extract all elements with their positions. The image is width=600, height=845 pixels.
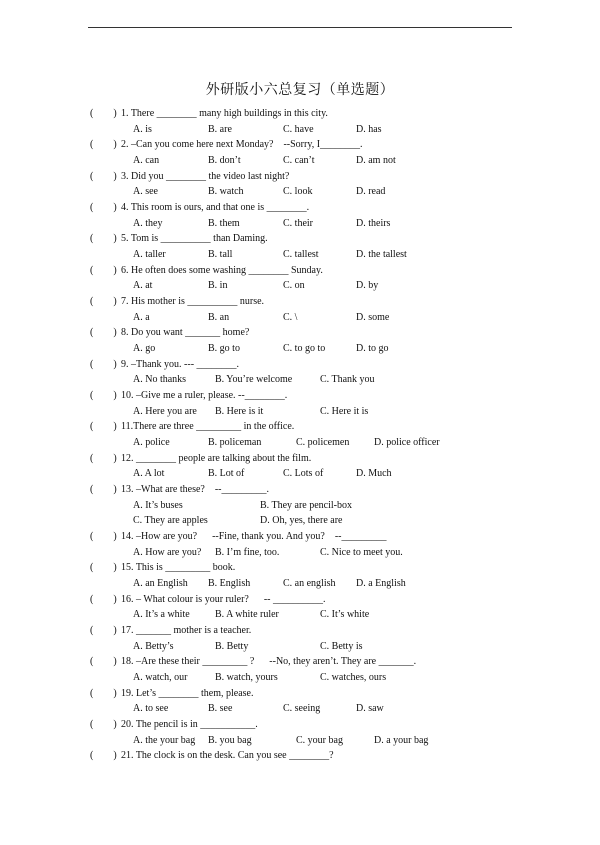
- option-a: A. at: [133, 280, 153, 292]
- option-b: D. Oh, yes, there are: [260, 515, 343, 527]
- question-7: [0, 294, 600, 325]
- option-c: C. your bag: [296, 734, 343, 746]
- option-a: A. Here you are: [133, 405, 197, 417]
- question-3: [0, 169, 600, 200]
- option-b: B. You’re welcome: [215, 374, 293, 386]
- question-stem: 5. Tom is __________ than Daming.: [121, 233, 268, 245]
- option-a: A. police: [133, 437, 170, 449]
- answer-blank: ( ): [90, 108, 117, 119]
- option-c: C. watches, ours: [320, 672, 387, 684]
- option-row: [0, 733, 600, 749]
- option-row: [0, 184, 600, 200]
- option-b: B. in: [208, 280, 228, 292]
- question-stem: 15. This is _________ book.: [121, 562, 236, 574]
- option-a: A. How are you?: [133, 546, 202, 558]
- option-a: A. taller: [133, 248, 166, 260]
- answer-blank: ( ): [90, 531, 117, 543]
- question-8: [0, 325, 600, 356]
- option-b: B. policeman: [208, 437, 262, 449]
- option-d: D. am not: [356, 154, 396, 166]
- question-stem: 18. –Are these their _________ ? --No, they aren’t. They are _______.: [121, 656, 417, 668]
- question-4: [0, 200, 600, 231]
- question-stem: 8. Do you want _______ home?: [121, 327, 250, 339]
- option-row: [0, 639, 600, 655]
- option-b: B. Betty: [215, 640, 249, 652]
- header-rule: [88, 27, 512, 28]
- question-14: [0, 529, 600, 560]
- question-11: [0, 419, 600, 450]
- option-row: [0, 545, 600, 561]
- option-b: B. are: [208, 123, 232, 135]
- option-c: C. Here it is: [320, 405, 369, 417]
- option-row: [0, 341, 600, 357]
- question-19: [0, 686, 600, 717]
- answer-blank: ( ): [90, 625, 117, 637]
- option-row: [0, 513, 600, 529]
- answer-blank: ( ): [90, 139, 117, 151]
- option-c: C. to go to: [283, 343, 326, 354]
- question-6: [0, 263, 600, 294]
- question-stem: 14. –How are you? --Fine, thank you. And you? --_________: [121, 531, 387, 543]
- option-c: C. look: [283, 186, 313, 198]
- question-17: [0, 623, 600, 654]
- option-d: D. the tallest: [356, 248, 407, 260]
- question-stem: 16. – What colour is your ruler? -- __________.: [121, 593, 326, 605]
- option-a: A. can: [133, 154, 160, 166]
- answer-blank: ( ): [90, 202, 117, 214]
- answer-blank: ( ): [90, 656, 117, 668]
- option-c: C. Lots of: [283, 468, 324, 480]
- option-d: D. police officer: [374, 437, 440, 449]
- question-stem: 19. Let’s ________ them, please.: [121, 687, 254, 699]
- answer-blank: ( ): [90, 296, 117, 308]
- question-5: [0, 231, 600, 262]
- answer-blank: ( ): [90, 390, 117, 402]
- option-b: B. see: [208, 703, 233, 715]
- option-b: B. English: [208, 578, 251, 589]
- option-row: [0, 247, 600, 263]
- answer-blank: ( ): [90, 264, 117, 276]
- option-row: [0, 278, 600, 294]
- option-a: A. a: [133, 311, 150, 323]
- option-a: A. No thanks: [133, 374, 187, 386]
- option-d: D. a English: [356, 578, 406, 589]
- answer-blank: ( ): [90, 719, 117, 731]
- question-stem: 13. –What are these? --_________.: [121, 484, 270, 496]
- option-d: D. saw: [356, 703, 384, 715]
- option-c: C. tallest: [283, 248, 319, 260]
- option-a: A. the your bag: [133, 734, 196, 746]
- answer-blank: ( ): [90, 484, 117, 496]
- answer-blank: ( ): [90, 358, 117, 370]
- option-b: B. watch, yours: [215, 672, 278, 684]
- question-stem: 4. This room is ours, and that one is ________.: [121, 202, 310, 214]
- option-row: [0, 372, 600, 388]
- answer-blank: ( ): [90, 562, 117, 574]
- option-b: B. watch: [208, 186, 244, 198]
- question-12: [0, 451, 600, 482]
- question-stem: 20. The pencil is in ___________.: [121, 719, 258, 731]
- option-row: [0, 435, 600, 451]
- option-row: [0, 670, 600, 686]
- option-b: B. They are pencil-box: [260, 499, 353, 511]
- question-stem: 21. The clock is on the desk. Can you see ________?: [121, 750, 334, 762]
- option-c: C. It’s white: [320, 609, 370, 621]
- question-stem: 9. –Thank you. --- ________.: [121, 358, 240, 370]
- option-row: [0, 576, 600, 592]
- option-d: D. read: [356, 186, 386, 198]
- option-row: [0, 466, 600, 482]
- option-a: A. they: [133, 217, 163, 229]
- option-c: C. Nice to meet you.: [320, 546, 403, 558]
- option-a: C. They are apples: [133, 515, 208, 527]
- option-c: C. seeing: [283, 703, 321, 715]
- option-b: B. Here is it: [215, 405, 264, 417]
- answer-blank: ( ): [90, 452, 117, 464]
- option-row: [0, 310, 600, 326]
- option-a: A. A lot: [133, 468, 165, 480]
- question-21: [0, 748, 600, 779]
- option-b: B. an: [208, 311, 230, 323]
- question-13: [0, 482, 600, 529]
- option-b: B. Lot of: [208, 468, 245, 480]
- option-row: [0, 404, 600, 420]
- answer-blank: ( ): [90, 593, 117, 605]
- question-1: [0, 106, 600, 137]
- option-a: A. watch, our: [133, 672, 188, 684]
- option-d: D. has: [356, 123, 382, 135]
- option-c: C. their: [283, 217, 313, 229]
- option-a: A. go: [133, 343, 156, 354]
- option-d: D. some: [356, 311, 390, 323]
- question-stem: 12. ________ people are talking about the film.: [121, 452, 312, 464]
- option-row: [0, 216, 600, 232]
- answer-blank: ( ): [90, 421, 117, 433]
- answer-blank: ( ): [90, 233, 117, 245]
- question-16: [0, 592, 600, 623]
- option-a: A. It’s a white: [133, 609, 190, 621]
- option-c: C. policemen: [296, 437, 350, 449]
- option-a: A. an English: [133, 578, 188, 589]
- option-c: C. \: [283, 311, 298, 323]
- answer-blank: ( ): [90, 170, 117, 182]
- page-title: 外研版小六总复习（单选题）: [205, 82, 395, 98]
- answer-blank: ( ): [90, 327, 117, 339]
- option-b: B. A white ruler: [215, 609, 279, 621]
- question-stem: 2. –Can you come here next Monday? --Sorry, I________.: [121, 139, 363, 151]
- question-15: [0, 560, 600, 591]
- question-stem: 11.There are three _________ in the office.: [121, 421, 295, 433]
- option-c: C. have: [283, 123, 314, 135]
- answer-blank: ( ): [90, 750, 117, 762]
- option-row: [0, 498, 600, 514]
- option-d: D. Much: [356, 468, 392, 480]
- option-row: [0, 122, 600, 138]
- option-c: C. Betty is: [320, 640, 363, 652]
- option-row: [0, 607, 600, 623]
- question-stem: 7. His mother is __________ nurse.: [121, 296, 265, 308]
- option-row: [0, 153, 600, 169]
- question-list: [0, 106, 600, 780]
- question-stem: 1. There ________ many high buildings in this city.: [121, 108, 328, 119]
- answer-blank: ( ): [90, 687, 117, 699]
- question-stem: 3. Did you ________ the video last night?: [121, 170, 290, 182]
- option-a: A. Betty’s: [133, 640, 174, 652]
- option-b: B. go to: [208, 343, 240, 354]
- option-a: A. It’s buses: [133, 499, 183, 511]
- option-d: D. theirs: [356, 217, 391, 229]
- question-stem: 6. He often does some washing ________ Sunday.: [121, 264, 323, 276]
- question-2: [0, 137, 600, 168]
- option-b: B. I’m fine, too.: [215, 546, 280, 558]
- option-d: D. by: [356, 280, 379, 292]
- option-d: D. a your bag: [374, 734, 429, 746]
- option-b: B. them: [208, 217, 240, 229]
- option-c: C. Thank you: [320, 374, 375, 386]
- option-c: C. an english: [283, 578, 336, 589]
- option-a: A. see: [133, 186, 158, 198]
- option-c: C. can’t: [283, 154, 315, 166]
- option-c: C. on: [283, 280, 305, 292]
- option-a: A. to see: [133, 703, 169, 715]
- question-18: [0, 654, 600, 685]
- question-9: [0, 357, 600, 388]
- question-10: [0, 388, 600, 419]
- option-d: D. to go: [356, 343, 389, 354]
- question-stem: 10. –Give me a ruler, please. --________.: [121, 390, 288, 402]
- option-a: A. is: [133, 123, 152, 135]
- question-stem: 17. _______ mother is a teacher.: [121, 625, 252, 637]
- option-b: B. you bag: [208, 734, 252, 746]
- option-row: [0, 701, 600, 717]
- option-b: B. tall: [208, 248, 233, 260]
- option-b: B. don’t: [208, 154, 241, 166]
- question-20: [0, 717, 600, 748]
